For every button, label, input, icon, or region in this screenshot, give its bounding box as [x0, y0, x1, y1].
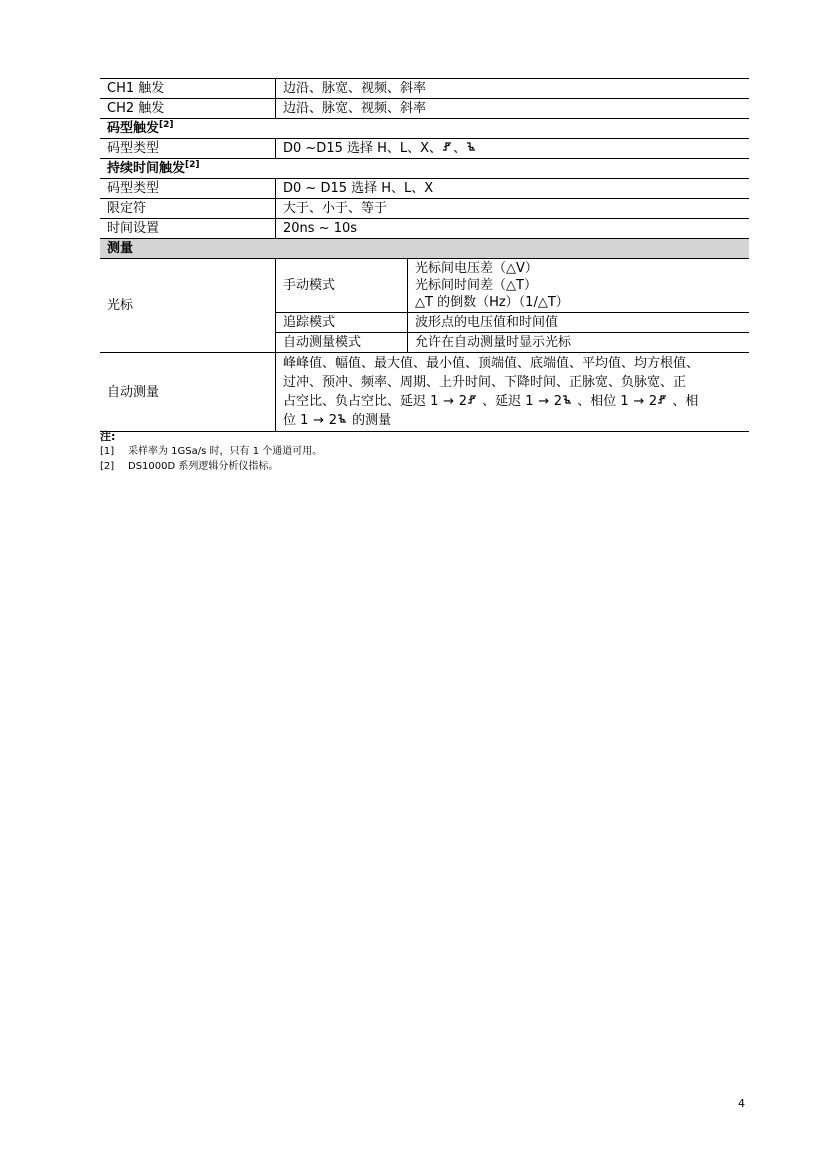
row-label: CH2 触发	[100, 99, 276, 119]
footnotes	[100, 429, 322, 474]
text: 的测量	[352, 413, 392, 428]
auto-measure-values	[276, 353, 750, 432]
spec-table	[100, 78, 749, 432]
arrow-right-icon: →	[538, 394, 550, 409]
auto-measure-label: 自动测量	[100, 353, 276, 432]
arrow-right-icon: →	[443, 394, 454, 409]
text: 、相	[672, 394, 699, 409]
text: 2	[648, 394, 658, 409]
text: 2	[458, 394, 467, 409]
falling-edge-icon	[466, 141, 477, 153]
table-row	[100, 99, 749, 119]
row-value: 边沿、脉宽、视频、斜率	[276, 99, 750, 119]
text: 位 1	[283, 413, 309, 428]
footnote-ref: [2]	[159, 120, 174, 130]
rising-edge-icon	[657, 394, 668, 406]
manual-line: △T 的倒数（Hz）（1/△T）	[415, 295, 569, 310]
section-title: 测量	[100, 239, 749, 259]
rising-edge-icon	[442, 141, 453, 153]
auto-mode-label: 自动测量模式	[276, 333, 408, 353]
section-title: 码型触发	[107, 121, 160, 136]
manual-mode-label: 手动模式	[276, 259, 408, 313]
manual-line: 光标间电压差（△V）	[415, 261, 538, 276]
footnote-item	[100, 459, 322, 474]
cursor-label: 光标	[100, 259, 276, 353]
table-row	[100, 259, 749, 313]
auto-mode-value: 允许在自动测量时显示光标	[408, 333, 750, 353]
arrow-right-icon: →	[313, 413, 324, 428]
table-row	[100, 139, 749, 159]
auto-line	[283, 392, 749, 411]
manual-line: 光标间时间差（△T）	[415, 278, 537, 293]
row-value: 边沿、脉宽、视频、斜率	[276, 79, 750, 99]
table-row	[100, 79, 749, 99]
row-value	[276, 139, 750, 159]
falling-edge-icon	[337, 413, 348, 425]
section-header-pattern-trigger	[100, 119, 749, 139]
text: 2	[328, 413, 337, 428]
row-label: 时间设置	[100, 219, 276, 239]
text: 、延迟 1	[482, 394, 534, 409]
section-title: 持续时间触发	[107, 161, 186, 176]
table-row	[100, 199, 749, 219]
row-value: 20ns ~ 10s	[276, 219, 750, 239]
text: 占空比、负占空比、延迟 1	[283, 394, 439, 409]
row-label: 码型类型	[100, 139, 276, 159]
text: 2	[553, 394, 563, 409]
section-header-measure	[100, 239, 749, 259]
track-mode-label: 追踪模式	[276, 313, 408, 333]
auto-line: 峰峰值、幅值、最大值、最小值、顶端值、底端值、平均值、均方根值、	[283, 356, 700, 371]
arrow-right-icon: →	[633, 394, 645, 409]
row-label: CH1 触发	[100, 79, 276, 99]
table-row	[100, 179, 749, 199]
manual-mode-values	[408, 259, 750, 313]
falling-edge-icon	[562, 394, 573, 406]
footnote-number: [2]	[100, 461, 115, 472]
row-value: D0 ~ D15 选择 H、L、X	[276, 179, 750, 199]
footnote-text: 采样率为 1GSa/s 时，只有 1 个通道可用。	[128, 446, 323, 457]
footnote-text: DS1000D 系列逻辑分析仪指标。	[128, 461, 279, 472]
footnote-ref: [2]	[185, 160, 200, 170]
auto-line: 过冲、预冲、频率、周期、上升时间、下降时间、正脉宽、负脉宽、正	[283, 375, 687, 390]
separator: 、	[453, 141, 467, 156]
footnote-number: [1]	[100, 446, 115, 457]
row-label: 限定符	[100, 199, 276, 219]
row-label: 码型类型	[100, 179, 276, 199]
section-header-duration-trigger	[100, 159, 749, 179]
table-row	[100, 353, 749, 432]
row-value: 大于、小于、等于	[276, 199, 750, 219]
text: 、相位 1	[577, 394, 629, 409]
table-row	[100, 219, 749, 239]
notes-heading: 注:	[100, 430, 116, 443]
page-number: 4	[738, 1097, 745, 1110]
footnote-item	[100, 444, 322, 459]
auto-line	[283, 411, 749, 430]
track-mode-value: 波形点的电压值和时间值	[408, 313, 750, 333]
pattern-type-text: D0 ~D15 选择 H、L、X、	[283, 141, 443, 156]
rising-edge-icon	[467, 394, 478, 406]
